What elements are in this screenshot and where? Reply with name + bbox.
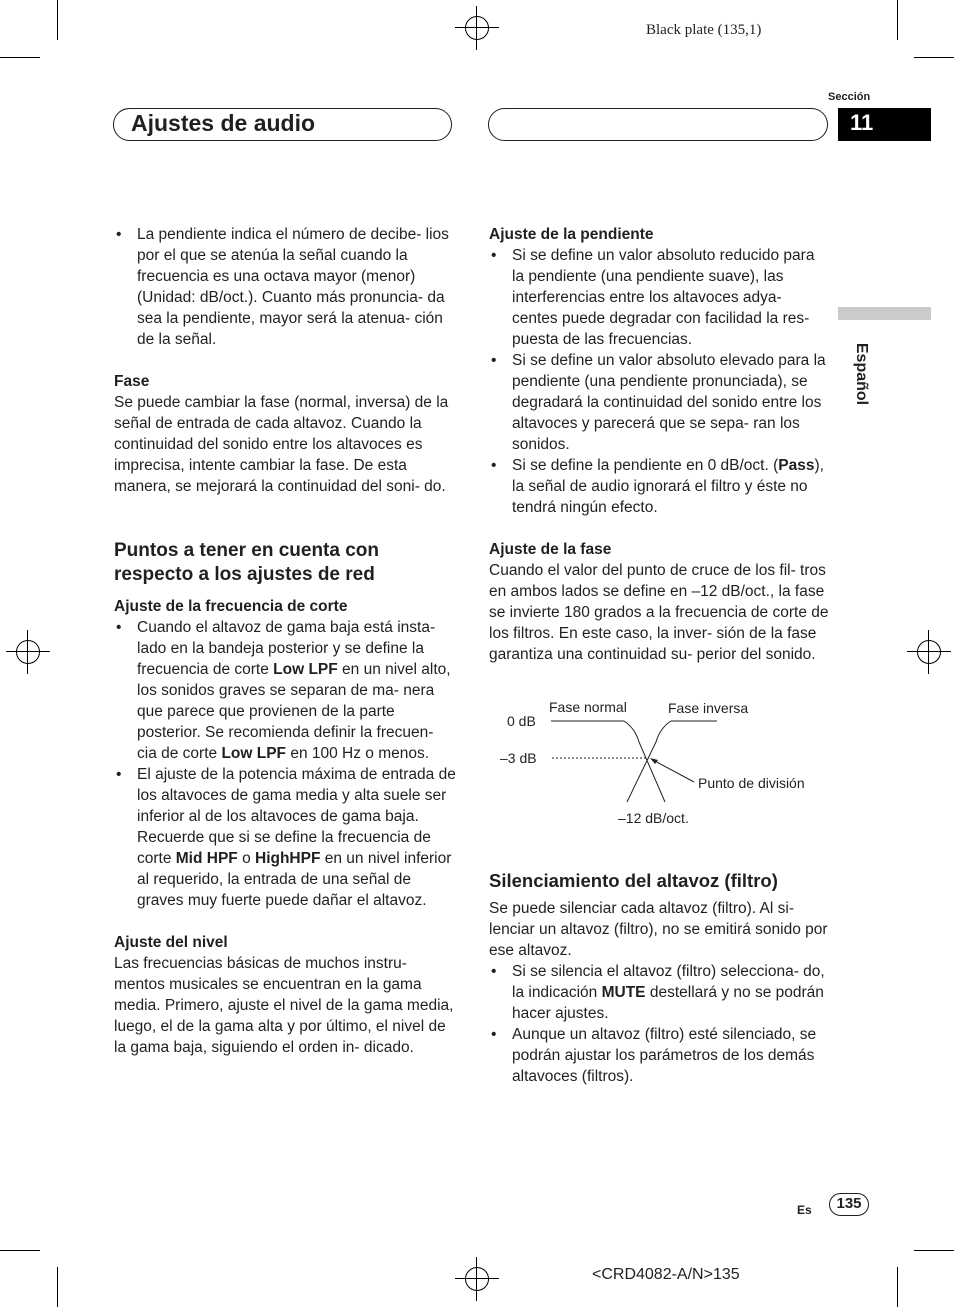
pendiente-heading: Ajuste de la pendiente	[489, 226, 654, 243]
language-tab-label: Español	[853, 342, 870, 406]
nivel-heading: Ajuste del nivel	[114, 934, 228, 951]
right-column	[489, 224, 829, 665]
silencio-section	[489, 869, 829, 1087]
registration-mark	[455, 6, 499, 50]
corte-heading: Ajuste de la frecuencia de corte	[114, 598, 348, 615]
diagram-label-punto-division: Punto de división	[698, 775, 805, 791]
list-item: • Si se define un valor absoluto reducido para la pendiente (una pendiente suave), las interferencias entre los altavoces adya- centes puede degradar con facilidad la res- puesta de las frecuencias.	[489, 245, 829, 350]
diagram-label-slope: –12 dB/oct.	[618, 810, 689, 826]
list-item: • Cuando el altavoz de gama baja está insta- lado en la bandeja posterior y se define la frecuencia de corte Low LPF en un nivel alto, los sonidos graves se separan de ma- nera que parece que provienen de la parte posterior. Se recomienda definir la frecuen- cia de corte Low LPF en 100 Hz o menos.	[114, 617, 456, 764]
nivel-text: Las frecuencias básicas de muchos instru- mentos musicales se encuentran en la gama media. Primero, ajuste el nivel de la gama media, luego, el de la gama alta y por último, el nivel de la gama baja, siguiendo el orden in- dicado.	[114, 955, 454, 1056]
left-column	[114, 224, 456, 1058]
division-pointer-arrowhead	[650, 758, 658, 764]
list-item: • El ajuste de la potencia máxima de entrada de los altavoces de gama media y alta suele ser inferior al de los altavoces de gama baja. Recuerde que si se define la frecuencia de corte Mid HPF o HighHPF en un nivel inferior al requerido, la entrada de una señal de graves muy fuerte puede dañar el altavoz.	[114, 764, 456, 911]
division-pointer	[653, 760, 694, 782]
list-item: • Si se silencia el altavoz (filtro) selecciona- do, la indicación MUTE destellará y no se podrán hacer ajustes.	[489, 961, 829, 1024]
crossover-diagram	[489, 690, 829, 835]
section-number: 11	[850, 110, 874, 135]
list-item: • Si se define un valor absoluto elevado para la pendiente (una pendiente pronunciada), se degradará la continuidad del sonido entre los altavoces y parecerá que se sepa- ran los sonidos.	[489, 350, 829, 455]
diagram-label-fase-inversa: Fase inversa	[668, 700, 749, 716]
page-number: 135	[829, 1193, 869, 1216]
crop-mark	[0, 1250, 40, 1251]
crop-mark	[57, 1267, 58, 1307]
crop-mark	[57, 0, 58, 40]
header-blank-box	[488, 108, 828, 141]
crop-mark	[914, 57, 954, 58]
section-number-badge	[838, 108, 931, 141]
registration-mark	[907, 630, 951, 674]
footer-lang-code: Es	[797, 1203, 812, 1217]
section-heading: Puntos a tener en cuenta con respecto a los ajustes de red	[114, 540, 379, 585]
fase-heading: Fase	[114, 373, 150, 390]
list-item: • La pendiente indica el número de decibe- lios por el que se atenúa la señal cuando la frecuencia es una octava mayor (menor) (Unidad: dB/oct.). Cuanto más pronuncia- da sea la pendiente, mayor será la atenua- ción de la señal.	[114, 224, 456, 350]
crop-mark	[897, 1267, 898, 1307]
crop-mark	[0, 57, 40, 58]
silencio-text: Se puede silenciar cada altavoz (filtro). Al si- lenciar un altavoz (filtro), no se emitirá sonido por ese altavoz.	[489, 900, 828, 959]
diagram-label-fase-normal: Fase normal	[549, 699, 627, 715]
section-label: Sección	[828, 91, 871, 103]
normal-phase-slope	[624, 721, 665, 802]
diagram-label-3db: –3 dB	[500, 750, 537, 766]
list-item: • Si se define la pendiente en 0 dB/oct. (Pass), la señal de audio ignorará el filtro y éste no tendrá ningún efecto.	[489, 455, 829, 518]
fase-ajuste-heading: Ajuste de la fase	[489, 541, 612, 558]
registration-mark	[455, 1257, 499, 1301]
inverse-phase-slope	[627, 721, 671, 802]
silencio-heading: Silenciamiento del altavoz (filtro)	[489, 870, 778, 891]
language-tab-bar	[838, 307, 931, 320]
list-item: • Aunque un altavoz (filtro) esté silenciado, se podrán ajustar los parámetros de los demás altavoces (filtros).	[489, 1024, 829, 1087]
fase-text: Se puede cambiar la fase (normal, inversa) de la señal de entrada de cada altavoz. Cuando la continuidad del sonido entre los altavoces es imprecisa, intente cambiar la fase. De esta manera, se mejorará la continuidad del soni- do.	[114, 394, 449, 495]
fase-ajuste-text: Cuando el valor del punto de cruce de los fil- tros en ambos lados se define en –12 dB/oct., la fase se invierte 180 grados a la frecuencia de corte de los filtros. En este caso, la inver- sión de la fase garantiza una continuidad su- perior del sonido.	[489, 562, 829, 663]
footer-code: <CRD4082-A/N>135	[592, 1266, 740, 1283]
crop-mark	[897, 0, 898, 40]
crop-mark	[914, 1250, 954, 1251]
registration-mark	[6, 630, 50, 674]
plate-label: Black plate (135,1)	[646, 22, 762, 38]
page-title-box	[113, 108, 452, 141]
diagram-label-0db: 0 dB	[507, 713, 536, 729]
page-title: Ajustes de audio	[131, 110, 316, 136]
